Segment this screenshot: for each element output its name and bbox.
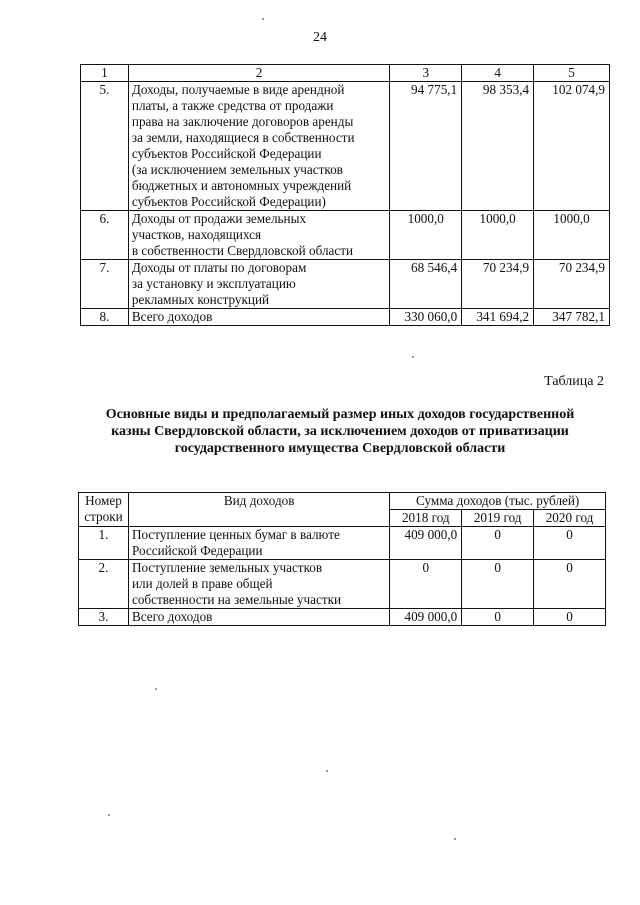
scan-speck	[326, 770, 328, 772]
row-name	[128, 527, 389, 560]
name-line: участков, находящихся	[131, 227, 262, 242]
value-2018: 0	[390, 560, 462, 609]
value-2020: 102 074,9	[534, 82, 610, 211]
row-number: 2.	[79, 560, 129, 609]
row-number: 7.	[81, 260, 129, 309]
name-line: рекламных конструкций	[131, 292, 270, 307]
scan-speck	[108, 814, 110, 816]
row-number: 3.	[79, 609, 129, 626]
value-2020: 0	[534, 527, 606, 560]
scan-speck	[262, 18, 264, 20]
value-2020: 0	[534, 609, 606, 626]
row-name	[128, 309, 389, 326]
header-cell: 4	[462, 65, 534, 82]
scan-speck	[155, 688, 157, 690]
row-name	[128, 211, 389, 260]
header-cell: 5	[534, 65, 610, 82]
name-line: Поступление ценных бумаг в валюте	[131, 527, 340, 542]
value-2019: 0	[462, 560, 534, 609]
table-row	[81, 260, 610, 309]
header-line: строки	[84, 509, 123, 524]
value-2019: 0	[462, 609, 534, 626]
row-name	[128, 82, 389, 211]
scan-speck	[412, 356, 414, 358]
table-row	[79, 560, 606, 609]
row-number: 1.	[79, 527, 129, 560]
scan-speck	[454, 838, 456, 840]
header-number	[79, 493, 129, 527]
value-2018: 68 546,4	[390, 260, 462, 309]
header-line: Номер	[85, 493, 122, 508]
heading-line: казны Свердловской области, за исключением доходов от приватизации	[111, 424, 569, 439]
name-line: Российской Федерации	[131, 543, 263, 558]
row-number: 8.	[81, 309, 129, 326]
heading-line: Основные виды и предполагаемый размер иных доходов государственной	[105, 407, 575, 422]
name-line: Всего доходов	[131, 609, 213, 624]
table-total-row	[81, 309, 610, 326]
value-2019: 0	[462, 527, 534, 560]
header-sum: Сумма доходов (тыс. рублей)	[390, 493, 606, 510]
row-number: 5.	[81, 82, 129, 211]
value-2018: 330 060,0	[390, 309, 462, 326]
row-name	[128, 609, 389, 626]
table-heading	[60, 406, 620, 457]
value-2019: 98 353,4	[462, 82, 534, 211]
heading-line: государственного имущества Свердловской области	[174, 441, 506, 456]
header-year: 2020 год	[534, 510, 606, 527]
table-header-row	[79, 493, 606, 510]
header-cell: 2	[128, 65, 389, 82]
name-line: Доходы от продажи земельных	[131, 211, 307, 226]
value-2018: 94 775,1	[390, 82, 462, 211]
name-line: субъектов Российской Федерации	[131, 146, 322, 161]
table-caption: Таблица 2	[544, 374, 604, 389]
name-line: за земли, находящиеся в собственности	[131, 130, 355, 145]
name-line: Всего доходов	[131, 309, 213, 324]
name-line: в собственности Свердловской области	[131, 243, 354, 258]
header-year: 2019 год	[462, 510, 534, 527]
name-line: субъектов Российской Федерации)	[131, 194, 326, 209]
name-line: (за исключением земельных участков	[131, 162, 343, 177]
name-line: за установку и эксплуатацию	[131, 276, 296, 291]
name-line: собственности на земельные участки	[131, 592, 342, 607]
table-row	[81, 82, 610, 211]
table-row	[79, 527, 606, 560]
row-number: 6.	[81, 211, 129, 260]
name-line: Поступление земельных участков	[131, 560, 323, 575]
row-name	[128, 560, 389, 609]
name-line: бюджетных и автономных учреждений	[131, 178, 352, 193]
value-2020: 1000,0	[534, 211, 610, 260]
header-cell: 3	[390, 65, 462, 82]
table-total-row	[79, 609, 606, 626]
income-table-2	[78, 492, 606, 626]
table-header-row	[81, 65, 610, 82]
header-type: Вид доходов	[128, 493, 389, 527]
name-line: Доходы от платы по договорам	[131, 260, 307, 275]
row-name	[128, 260, 389, 309]
value-2018: 409 000,0	[390, 609, 462, 626]
value-2020: 70 234,9	[534, 260, 610, 309]
value-2019: 1000,0	[462, 211, 534, 260]
name-line: платы, а также средства от продажи	[131, 98, 334, 113]
income-table-1	[80, 64, 610, 326]
value-2019: 70 234,9	[462, 260, 534, 309]
page-number: 24	[313, 30, 327, 45]
value-2020: 347 782,1	[534, 309, 610, 326]
name-line: Доходы, получаемые в виде арендной	[131, 82, 345, 97]
name-line: права на заключение договоров аренды	[131, 114, 354, 129]
name-line: или долей в праве общей	[131, 576, 273, 591]
value-2018: 1000,0	[390, 211, 462, 260]
table-row	[81, 211, 610, 260]
value-2019: 341 694,2	[462, 309, 534, 326]
header-year: 2018 год	[390, 510, 462, 527]
header-cell: 1	[81, 65, 129, 82]
value-2020: 0	[534, 560, 606, 609]
value-2018: 409 000,0	[390, 527, 462, 560]
